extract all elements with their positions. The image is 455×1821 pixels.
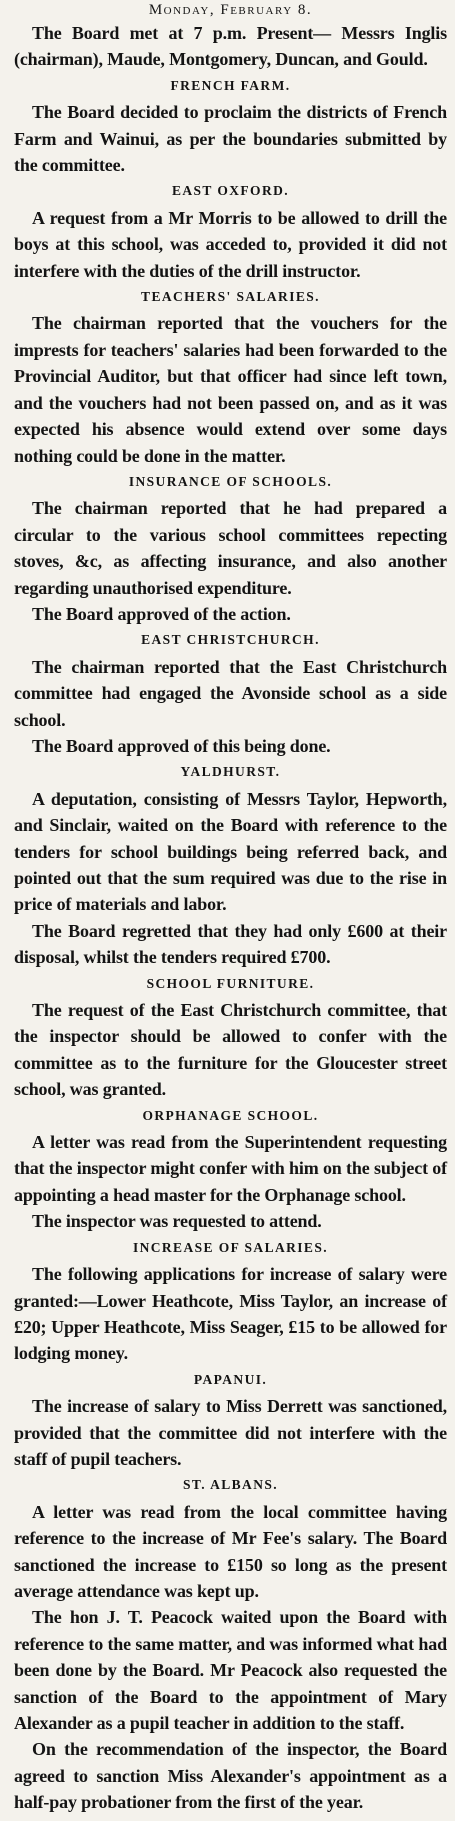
section-paragraph: The Board approved of the action. [32,603,291,624]
section-heading: TEACHERS' SALARIES. [141,289,320,305]
section-heading: ORPHANAGE SCHOOL. [142,1107,319,1123]
section-paragraph: The chairman reported that the East Christchurch committee had engaged the Avonside school as a side school. [14,656,447,730]
report-sections [14,73,447,1816]
section-paragraph: The inspector was requested to attend. [32,1211,322,1232]
section-paragraph: The increase of salary to Miss Derrett was sanctioned, provided that the committee did not interfere with the staff of pupil teachers. [14,1396,447,1469]
section-paragraph: The Board decided to proclaim the districts of French Farm and Wainui, as per the boundaries submitted by the committee. [14,102,447,176]
section-paragraph: The hon J. T. Peacock waited upon the Board with reference to the same matter, and was informed what had been done by the Board. Mr Peacock also requested the sanction of the Board to the appointment of Mary Alexander as a pupil teacher in addition to the staff. [14,1607,447,1733]
section-paragraph: The chairman reported that he had prepared a circular to the various school committees repecting stoves, &c, as affecting insurance, and also another regarding unauthorised expenditure. [14,498,447,598]
section-heading: EAST OXFORD. [171,183,290,199]
section-heading: ST. ALBANS. [182,1477,279,1493]
section-heading: EAST CHRISTCHURCH. [141,632,320,648]
section-paragraph: A letter was read from the local committee having reference to the increase of Mr Fee's salary. The Board sanctioned the increase to £150 so long as the present average attendance was kept up. [14,1501,447,1601]
section-paragraph: A deputation, consisting of Messrs Taylor, Hepworth, and Sinclair, waited on the Board with reference to the tenders for school buildings being referred back, and pointed out that the sum required was due to the rise in price of materials and labor. [14,788,447,915]
section-paragraph: A letter was read from the Superintendent requesting that the inspector might confer with him on the subject of appointing a head master for the Orphanage school. [14,1132,447,1205]
section-paragraph: On the recommendation of the inspector, the Board agreed to sanction Miss Alexander's appointment as a half-pay probationer from the first of the year. [14,1739,447,1813]
section-heading: FRENCH FARM. [170,77,291,93]
intro-paragraph: The Board met at 7 p.m. Present— Messrs Inglis (chairman), Maude, Montgomery, Duncan, and Gould. [14,23,447,70]
date-line: Monday, February 8. [148,2,313,18]
section-heading: INSURANCE OF SCHOOLS. [128,473,333,489]
section-paragraph: The Board approved of this being done. [32,735,331,756]
section-paragraph: The request of the East Christchurch committee, that the inspector should be allowed to confer with the committee as to the furniture for the Gloucester street school, was granted. [14,1000,447,1100]
section-paragraph: The Board regretted that they had only £600 at their disposal, whilst the tenders required £700. [14,920,447,968]
section-paragraph: The chairman reported that the vouchers for the imprests for teachers' salaries had been forwarded to the Provincial Auditor, but that officer had since left town, and the vouchers had not been passed on, and as it was expected his absence would extend over some days nothing could be done in the matter. [14,313,447,466]
section-heading: SCHOOL FURNITURE. [146,975,315,991]
section-paragraph: A request from a Mr Morris to be allowed to drill the boys at this school, was acceded to, provided it did not interfere with the duties of the drill instructor. [14,207,447,281]
section-heading: INCREASE OF SALARIES. [132,1239,329,1255]
section-paragraph: The following applications for increase of salary were granted:—Lower Heathcote, Miss Taylor, an increase of £20; Upper Heathcote, Miss Seager, £15 to be allowed for lodging money. [14,1264,447,1364]
section-heading: PAPANUI. [193,1371,268,1387]
section-heading: YALDHURST. [180,764,281,780]
